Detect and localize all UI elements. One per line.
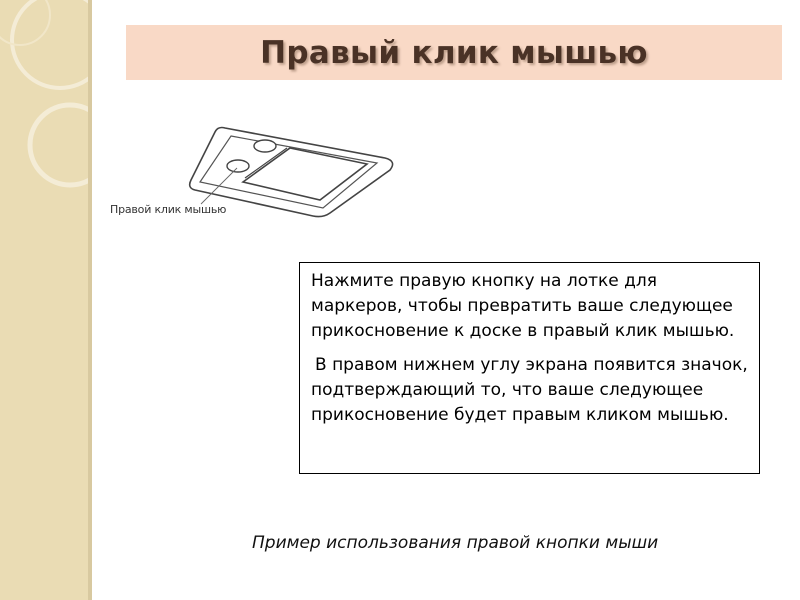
instruction-box xyxy=(299,262,760,474)
right-click-button xyxy=(227,160,249,172)
instruction-paragraph-2: В правом нижнем углу экрана появится значок, подтверждающий то, что ваше следующее прикосновение будет правым кликом мышью. xyxy=(311,355,748,425)
example-caption: Пример использования правой кнопки мыши xyxy=(252,533,659,553)
figure-caption: Правой клик мышью xyxy=(110,203,227,216)
title-band xyxy=(126,25,782,80)
decorative-circles xyxy=(0,0,88,600)
sidebar-divider xyxy=(88,0,92,600)
decorative-sidebar xyxy=(0,0,88,600)
slide-title: Правый клик мышью xyxy=(260,34,648,71)
instruction-paragraph-1: Нажмите правую кнопку на лотке для маркеров, чтобы превратить ваше следующее прикосновение к доске в правый клик мышью. xyxy=(311,271,735,341)
